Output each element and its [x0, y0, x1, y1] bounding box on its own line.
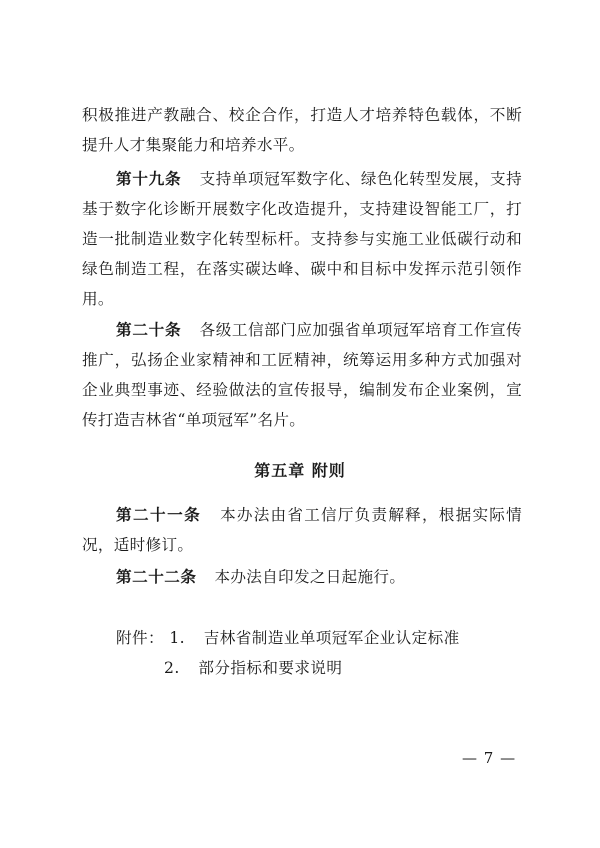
article-text: 支持单项冠军数字化、绿色化转型发展，支持基于数字化诊断开展数字化改造提升，支持建设智能工厂，打造一批制造业数字化转型标杆。支持参与实施工业低碳行动和绿色制造工程，在落实碳达峰、碳中和目标中发挥示范引领作用。 — [82, 170, 522, 308]
attachment-item-2 — [164, 656, 342, 678]
paragraph-continuation — [82, 100, 522, 160]
article-text: 本办法由省工信厅负责解释，根据实际情况，适时修订。 — [82, 506, 522, 554]
attachment-number: 1. — [169, 629, 186, 647]
article-21 — [82, 500, 522, 560]
page-number: — 7 — — [462, 749, 517, 767]
article-number: 第二十一条 — [116, 506, 202, 524]
attachment-title: 部分指标和要求说明 — [198, 659, 343, 677]
article-number: 第二十二条 — [116, 568, 197, 586]
attachment-item-1 — [116, 626, 460, 648]
article-number: 第十九条 — [116, 170, 182, 188]
attachment-label: 附件： — [116, 629, 164, 647]
article-text: 本办法自印发之日起施行。 — [214, 568, 406, 586]
article-number: 第二十条 — [116, 321, 182, 339]
attachment-number: 2. — [164, 659, 180, 677]
attachment-title: 吉林省制造业单项冠军企业认定标准 — [203, 629, 460, 647]
article-text: 各级工信部门应加强省单项冠军培育工作宣传推广，弘扬企业家精神和工匠精神，统筹运用多种方式加强对企业典型事迹、经验做法的宣传报导，编制发布企业案例，宣传打造吉林省“单项冠军”名片。 — [82, 321, 522, 429]
article-19 — [82, 164, 522, 314]
paragraph-text: 积极推进产教融合、校企合作，打造人才培养特色载体，不断提升人才集聚能力和培养水平。 — [82, 106, 522, 154]
chapter-heading: 第五章 附则 — [254, 461, 346, 480]
article-22 — [82, 562, 522, 592]
article-20 — [82, 315, 522, 435]
